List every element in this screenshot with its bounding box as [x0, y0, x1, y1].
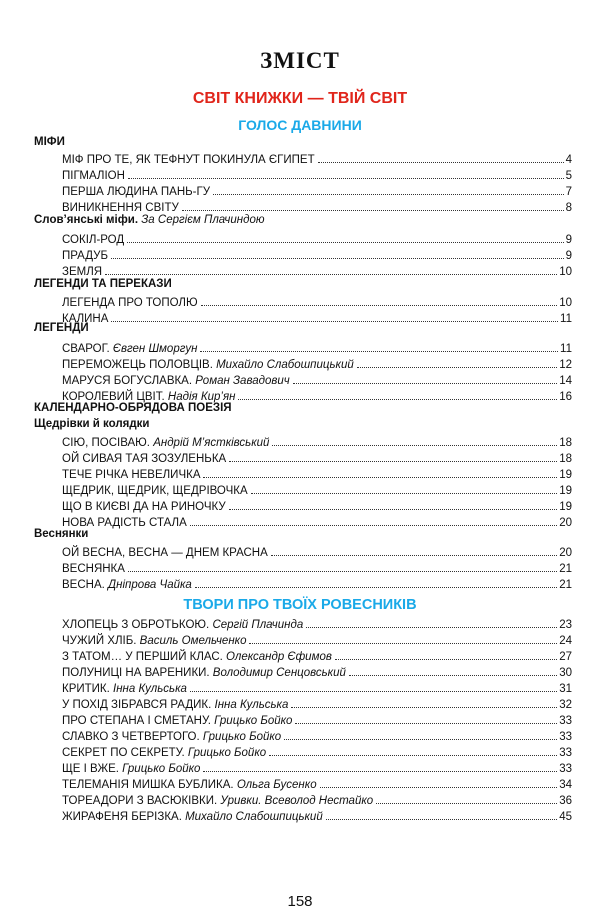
- toc-entry-page: 14: [559, 375, 572, 387]
- toc-entry-title: ЗЕМЛЯ: [62, 266, 103, 278]
- toc-dot-leader: [195, 587, 557, 588]
- toc-group-author: За Сергієм Плачиндою: [138, 214, 265, 226]
- toc-dot-leader: [127, 242, 563, 243]
- toc-entry-text: [62, 563, 125, 575]
- toc-group-heading: [34, 136, 65, 148]
- toc-entry-text: [62, 779, 317, 791]
- toc-entry-author: Олександр Єфимов: [222, 651, 332, 663]
- toc-entry-text: [62, 485, 248, 497]
- section-title-book-world: СВІТ КНИЖКИ — ТВІЙ СВІТ: [192, 90, 408, 107]
- toc-entry-text: [62, 202, 179, 214]
- toc-entry[interactable]: [62, 371, 572, 387]
- toc-entry[interactable]: [62, 631, 572, 647]
- toc-entry-text: [62, 437, 269, 449]
- toc-entry-author: Михайло Слабошпицький: [181, 811, 323, 823]
- toc-entry-page: 20: [559, 517, 572, 529]
- toc-entry-author: Дніпрова Чайка: [104, 579, 192, 591]
- toc-entry-text: [62, 297, 198, 309]
- toc-entry-title: ТЕЧЕ РІЧКА НЕВЕЛИЧКА: [62, 469, 201, 481]
- toc-entry-page: 4: [565, 154, 572, 166]
- toc-entry-author: Євген Шморгун: [109, 343, 198, 355]
- toc-entry-text: [62, 501, 226, 513]
- toc-entry-page: 27: [559, 651, 572, 663]
- toc-entry-title: У ПОХІД ЗІБРАВСЯ РАДИК.: [62, 699, 212, 711]
- toc-dot-leader: [190, 525, 557, 526]
- toc-entry-text: [62, 763, 200, 775]
- toc-group-title: КАЛЕНДАРНО-ОБРЯДОВА ПОЕЗІЯ: [34, 402, 232, 414]
- toc-entry[interactable]: [62, 481, 572, 497]
- page-title: ЗМІСТ: [260, 48, 340, 73]
- toc-entry-title: ПРО СТЕПАНА І СМЕТАНУ.: [62, 715, 211, 727]
- toc-entry-title: СВАРОГ.: [62, 343, 110, 355]
- toc-entry-title: ОЙ СИВАЯ ТАЯ ЗОЗУЛЕНЬКА: [62, 453, 227, 465]
- toc-entry-page: 18: [559, 453, 572, 465]
- toc-entry-text: [62, 667, 346, 679]
- toc-entry-text: [62, 619, 303, 631]
- toc-entry-page: 10: [559, 266, 572, 278]
- toc-entry-title: ЩЕДРИК, ЩЕДРИК, ЩЕДРІВОЧКА: [62, 485, 248, 497]
- toc-entry[interactable]: [62, 339, 572, 355]
- toc-entry[interactable]: [62, 663, 572, 679]
- toc-entry-author: Інна Кульська: [109, 683, 187, 695]
- toc-entry-title: ТОРЕАДОРИ З ВАСЮКІВКИ.: [62, 795, 218, 807]
- toc-entry[interactable]: [62, 262, 572, 278]
- toc-entry-page: 31: [559, 683, 572, 695]
- toc-entry-title: СЕКРЕТ ПО СЕКРЕТУ.: [62, 747, 185, 759]
- toc-entry[interactable]: [62, 513, 572, 529]
- toc-dot-leader: [105, 274, 557, 275]
- toc-entry-author: Грицько Бойко: [184, 747, 267, 759]
- toc-entry-title: КОРОЛЕВИЙ ЦВІТ.: [62, 391, 165, 403]
- toc-dot-leader: [190, 691, 557, 692]
- toc-entry-title: ПЕРША ЛЮДИНА ПАНЬ-ГУ: [62, 186, 211, 198]
- toc-entry-title: ТЕЛЕМАНІЯ МИШКА БУБЛИКА.: [62, 779, 234, 791]
- toc-entry-text: [62, 747, 266, 759]
- toc-entry[interactable]: [62, 355, 572, 371]
- toc-entry-title: КРИТИК.: [62, 683, 110, 695]
- toc-dot-leader: [201, 305, 558, 306]
- toc-entry-author: Інна Кульська: [211, 699, 289, 711]
- toc-entry-title: ОЙ ВЕСНА, ВЕСНА — ДНЕМ КРАСНА: [62, 547, 268, 559]
- toc-entry-page: 24: [559, 635, 572, 647]
- toc-entry-page: 33: [559, 747, 572, 759]
- toc-entry-title: ПІГМАЛІОН: [62, 170, 125, 182]
- toc-group-title: ЛЕГЕНДИ ТА ПЕРЕКАЗИ: [34, 278, 172, 290]
- toc-entry[interactable]: [62, 695, 572, 711]
- toc-entry-page: 12: [559, 359, 572, 371]
- toc-entry[interactable]: [62, 727, 572, 743]
- toc-entry-text: [62, 795, 373, 807]
- toc-entry[interactable]: [62, 743, 572, 759]
- toc-dot-leader: [320, 787, 558, 788]
- toc-group-heading: [34, 528, 88, 540]
- toc-dot-leader: [203, 771, 557, 772]
- toc-entry-page: 8: [565, 202, 572, 214]
- toc-dot-leader: [200, 351, 558, 352]
- toc-entry-page: 33: [559, 731, 572, 743]
- toc-group-title: Слов’янські міфи.: [34, 214, 139, 226]
- toc-dot-leader: [284, 739, 557, 740]
- toc-entry-text: [62, 186, 210, 198]
- toc-entry[interactable]: [62, 449, 572, 465]
- toc-entry-author: Ольга Бусенко: [233, 779, 317, 791]
- toc-dot-leader: [272, 445, 557, 446]
- toc-entry-text: [62, 731, 281, 743]
- toc-dot-leader: [128, 178, 564, 179]
- toc-entry-author: Сергій Плачинда: [209, 619, 304, 631]
- toc-entry-page: 18: [559, 437, 572, 449]
- toc-dot-leader: [376, 803, 557, 804]
- toc-entry[interactable]: [62, 759, 572, 775]
- toc-dot-leader: [182, 210, 564, 211]
- toc-entry-text: [62, 170, 125, 182]
- toc-entry-text: [62, 154, 315, 166]
- toc-entry[interactable]: [62, 497, 572, 513]
- toc-entry-text: [62, 635, 246, 647]
- toc-entry-page: 9: [565, 234, 572, 246]
- toc-entry-text: [62, 343, 197, 355]
- toc-dot-leader: [318, 162, 564, 163]
- toc-entry[interactable]: [62, 309, 572, 325]
- toc-dot-leader: [291, 707, 557, 708]
- toc-entry-text: [62, 359, 354, 371]
- toc-entry[interactable]: [62, 575, 572, 591]
- toc-entry-title: ЩО В КИЄВІ ДА НА РИНОЧКУ: [62, 501, 226, 513]
- toc-entry-text: [62, 699, 288, 711]
- toc-dot-leader: [306, 627, 557, 628]
- toc-entry-title: ХЛОПЕЦЬ З ОБРОТЬКОЮ.: [62, 619, 210, 631]
- toc-dot-leader: [335, 659, 557, 660]
- toc-entry[interactable]: [62, 433, 572, 449]
- toc-entry[interactable]: [62, 647, 572, 663]
- toc-entry-page: 45: [559, 811, 572, 823]
- toc-dot-leader: [213, 194, 564, 195]
- toc-entry-title: НОВА РАДІСТЬ СТАЛА: [62, 517, 187, 529]
- toc-entry-page: 16: [559, 391, 572, 403]
- toc-entry-author: Грицько Бойко: [210, 715, 293, 727]
- toc-entry-text: [62, 547, 268, 559]
- toc-group-heading: [34, 278, 172, 290]
- toc-entry-page: 5: [565, 170, 572, 182]
- toc-entry-title: ЖИРАФЕНЯ БЕРІЗКА.: [62, 811, 182, 823]
- toc-group-title: Веснянки: [34, 528, 89, 540]
- section-title-peers: ТВОРИ ПРО ТВОЇХ РОВЕСНИКІВ: [183, 597, 417, 613]
- toc-entry-page: 11: [560, 343, 572, 355]
- toc-entry-author: Роман Завадович: [192, 375, 290, 387]
- toc-entry-author: Андрій М’ястківський: [150, 437, 270, 449]
- toc-entry-page: 21: [559, 563, 572, 575]
- toc-entry-title: З ТАТОМ… У ПЕРШИЙ КЛАС.: [62, 651, 223, 663]
- toc-entry-page: 7: [565, 186, 572, 198]
- toc-dot-leader: [238, 399, 557, 400]
- toc-entry-author: Володимир Сенцовський: [209, 667, 346, 679]
- toc-group-heading: [34, 214, 265, 226]
- toc-entry-text: [62, 453, 226, 465]
- toc-entry[interactable]: [62, 791, 572, 807]
- page-number: 158: [287, 893, 313, 910]
- toc-entry[interactable]: [62, 182, 572, 198]
- toc-entry[interactable]: [62, 559, 572, 575]
- toc-entry-text: [62, 517, 187, 529]
- toc-entry-author: Грицько Бойко: [118, 763, 201, 775]
- toc-entry-title: СОКІЛ-РОД: [62, 234, 125, 246]
- toc-entry[interactable]: [62, 387, 572, 403]
- toc-entry-page: 19: [559, 485, 572, 497]
- subsection-title-ancient-voice: ГОЛОС ДАВНИНИ: [238, 117, 362, 133]
- toc-entry-page: 10: [559, 297, 572, 309]
- toc-entry-text: [62, 469, 200, 481]
- toc-group-title: МІФИ: [34, 136, 65, 148]
- toc-entry-title: ВЕСНЯНКА: [62, 563, 125, 575]
- toc-entry-text: [62, 715, 292, 727]
- toc-entry-page: 20: [559, 547, 572, 559]
- toc-entry[interactable]: [62, 543, 572, 559]
- toc-entry-page: 21: [559, 579, 572, 591]
- toc-dot-leader: [229, 509, 558, 510]
- toc-entry-author: Михайло Слабошпицький: [212, 359, 354, 371]
- toc-entry[interactable]: [62, 711, 572, 727]
- toc-entry-title: ПОЛУНИЦІ НА ВАРЕНИКИ.: [62, 667, 210, 679]
- toc-entry-text: [62, 811, 323, 823]
- toc-entry-page: 32: [559, 699, 572, 711]
- toc-entry[interactable]: [62, 465, 572, 481]
- toc-entry-text: [62, 651, 332, 663]
- toc-entry-title: ПРАДУБ: [62, 250, 108, 262]
- toc-entry[interactable]: [62, 246, 572, 262]
- toc-entry-title: КАЛИНА: [62, 313, 109, 325]
- toc-dot-leader: [295, 723, 557, 724]
- toc-entry-page: 33: [559, 715, 572, 727]
- toc-entry-title: МАРУСЯ БОГУСЛАВКА.: [62, 375, 193, 387]
- toc-entry-title: СЛАВКО З ЧЕТВЕРТОГО.: [62, 731, 200, 743]
- toc-entry-text: [62, 375, 290, 387]
- toc-group-heading: [34, 402, 232, 414]
- toc-dot-leader: [357, 367, 557, 368]
- toc-entry[interactable]: [62, 615, 572, 631]
- toc-dot-leader: [269, 755, 557, 756]
- toc-dot-leader: [229, 461, 557, 462]
- toc-entry-title: ПЕРЕМОЖЕЦЬ ПОЛОВЦІВ.: [62, 359, 213, 371]
- toc-entry-page: 11: [560, 313, 572, 325]
- toc-dot-leader: [203, 477, 557, 478]
- toc-entry-text: [62, 250, 108, 262]
- toc-entry-text: [62, 391, 235, 403]
- toc-entry-title: СІЮ, ПОСІВАЮ.: [62, 437, 150, 449]
- toc-entry[interactable]: [62, 166, 572, 182]
- toc-entry-page: 33: [559, 763, 572, 775]
- toc-entry-page: 19: [559, 469, 572, 481]
- toc-entry-page: 23: [559, 619, 572, 631]
- toc-entry-page: 9: [565, 250, 572, 262]
- toc-entry[interactable]: [62, 679, 572, 695]
- toc-dot-leader: [111, 321, 558, 322]
- toc-entry-text: [62, 234, 124, 246]
- toc-entry-title: МІФ ПРО ТЕ, ЯК ТЕФНУТ ПОКИНУЛА ЄГИПЕТ: [62, 154, 315, 166]
- toc-entry[interactable]: [62, 230, 572, 246]
- toc-entry[interactable]: [62, 775, 572, 791]
- toc-entry-text: [62, 313, 108, 325]
- toc-dot-leader: [271, 555, 557, 556]
- toc-entry-author: Грицько Бойко: [199, 731, 282, 743]
- toc-dot-leader: [251, 493, 558, 494]
- toc-entry-text: [62, 579, 192, 591]
- toc-entry-author: Василь Омельченко: [136, 635, 247, 647]
- toc-entry-title: ЛЕГЕНДА ПРО ТОПОЛЮ: [62, 297, 198, 309]
- toc-entry-page: 19: [559, 501, 572, 513]
- toc-entry-page: 34: [559, 779, 572, 791]
- toc-entry-title: ВЕСНА.: [62, 579, 105, 591]
- toc-dot-leader: [111, 258, 564, 259]
- toc-entry-page: 36: [559, 795, 572, 807]
- toc-dot-leader: [249, 643, 557, 644]
- toc-entry[interactable]: [62, 807, 572, 823]
- toc-dot-leader: [349, 675, 557, 676]
- toc-group-heading: [34, 418, 149, 430]
- toc-entry-text: [62, 266, 102, 278]
- toc-dot-leader: [128, 571, 557, 572]
- toc-group-title: ЛЕГЕНДИ: [34, 322, 89, 334]
- toc-entry[interactable]: [62, 293, 572, 309]
- toc-entry-page: 30: [559, 667, 572, 679]
- toc-entry-title: ЩЕ І ВЖЕ.: [62, 763, 119, 775]
- toc-entry-title: ВИНИКНЕННЯ СВІТУ: [62, 202, 179, 214]
- toc-group-title: Щедрівки й колядки: [34, 418, 150, 430]
- toc-dot-leader: [293, 383, 558, 384]
- toc-entry-author: Надія Кир’ян: [164, 391, 236, 403]
- toc-entry-title: ЧУЖИЙ ХЛІБ.: [62, 635, 137, 647]
- toc-entry-author: Уривки. Всеволод Нестайко: [217, 795, 374, 807]
- toc-entry[interactable]: [62, 150, 572, 166]
- toc-entry-text: [62, 683, 187, 695]
- toc-dot-leader: [326, 819, 557, 820]
- toc-entry[interactable]: [62, 198, 572, 214]
